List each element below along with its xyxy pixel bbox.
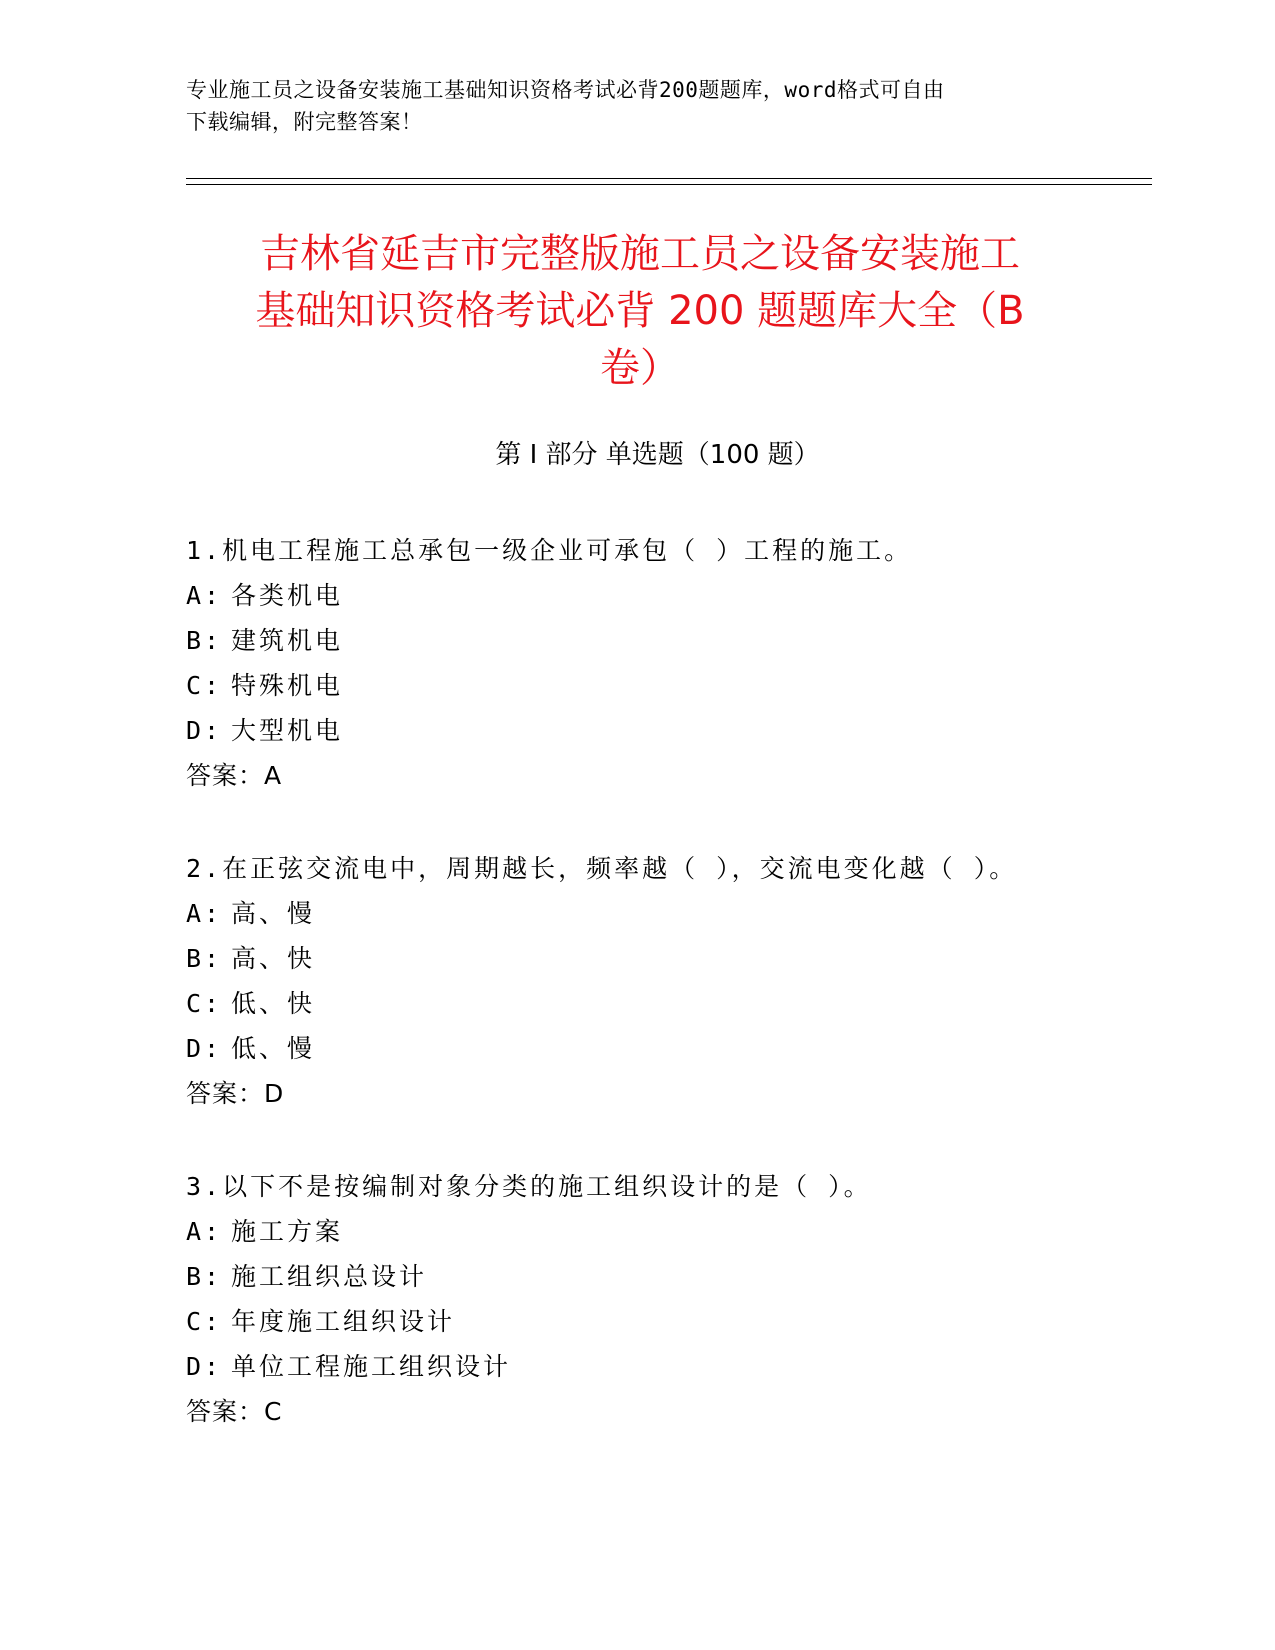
option-b <box>186 1254 1146 1299</box>
option-text: 建筑机电 <box>231 626 344 655</box>
header-divider-bottom <box>186 184 1152 185</box>
document-title <box>190 226 1090 397</box>
option-d <box>186 1344 1146 1389</box>
option-d <box>186 1026 1146 1071</box>
option-text: 低、快 <box>231 989 316 1018</box>
option-letter: B: <box>186 1262 223 1291</box>
answer-line: 答案：D <box>186 1079 285 1108</box>
option-text: 高、慢 <box>231 899 316 928</box>
option-text: 高、快 <box>231 944 316 973</box>
option-text: 年度施工组织设计 <box>231 1307 456 1336</box>
option-text: 各类机电 <box>231 581 344 610</box>
option-d <box>186 708 1146 753</box>
option-text: 施工组织总设计 <box>231 1262 428 1291</box>
header-note <box>186 74 1086 138</box>
option-a <box>186 891 1146 936</box>
option-letter: A: <box>186 581 223 610</box>
document-title-line-2: 基础知识资格考试必背 200 题题库大全（B <box>255 288 1025 334</box>
option-letter: D: <box>186 716 223 745</box>
option-letter: C: <box>186 671 223 700</box>
question-3 <box>186 1164 1146 1434</box>
option-c <box>186 981 1146 1026</box>
option-text: 施工方案 <box>231 1217 344 1246</box>
option-letter: A: <box>186 1217 223 1246</box>
section-title: 第 I 部分 单选题（100 题） <box>495 440 820 470</box>
option-letter: B: <box>186 944 223 973</box>
option-text: 大型机电 <box>231 716 344 745</box>
option-letter: D: <box>186 1352 223 1381</box>
header-divider-top <box>186 178 1152 179</box>
option-text: 低、慢 <box>231 1034 316 1063</box>
header-note-line-1: 专业施工员之设备安装施工基础知识资格考试必背200题题库，word格式可自由 <box>186 78 945 102</box>
header-note-line-2: 下载编辑，附完整答案！ <box>186 110 423 134</box>
option-c <box>186 1299 1146 1344</box>
question-stem: 3.以下不是按编制对象分类的施工组织设计的是（ ）。 <box>186 1172 872 1201</box>
question-stem: 1.机电工程施工总承包一级企业可承包（ ）工程的施工。 <box>186 536 913 565</box>
question-2 <box>186 846 1146 1116</box>
answer-line: 答案：C <box>186 1397 283 1426</box>
option-letter: C: <box>186 989 223 1018</box>
document-title-line-1: 吉林省延吉市完整版施工员之设备安装施工 <box>260 231 1020 277</box>
option-b <box>186 936 1146 981</box>
option-letter: B: <box>186 626 223 655</box>
option-c <box>186 663 1146 708</box>
option-text: 特殊机电 <box>231 671 344 700</box>
option-letter: D: <box>186 1034 223 1063</box>
option-a <box>186 573 1146 618</box>
option-b <box>186 618 1146 663</box>
question-1 <box>186 528 1146 798</box>
question-stem: 2.在正弦交流电中，周期越长，频率越（ ），交流电变化越（ ）。 <box>186 854 1018 883</box>
option-text: 单位工程施工组织设计 <box>231 1352 512 1381</box>
document-title-line-3: 卷） <box>600 345 680 391</box>
option-a <box>186 1209 1146 1254</box>
answer-line: 答案：A <box>186 761 283 790</box>
option-letter: C: <box>186 1307 223 1336</box>
option-letter: A: <box>186 899 223 928</box>
